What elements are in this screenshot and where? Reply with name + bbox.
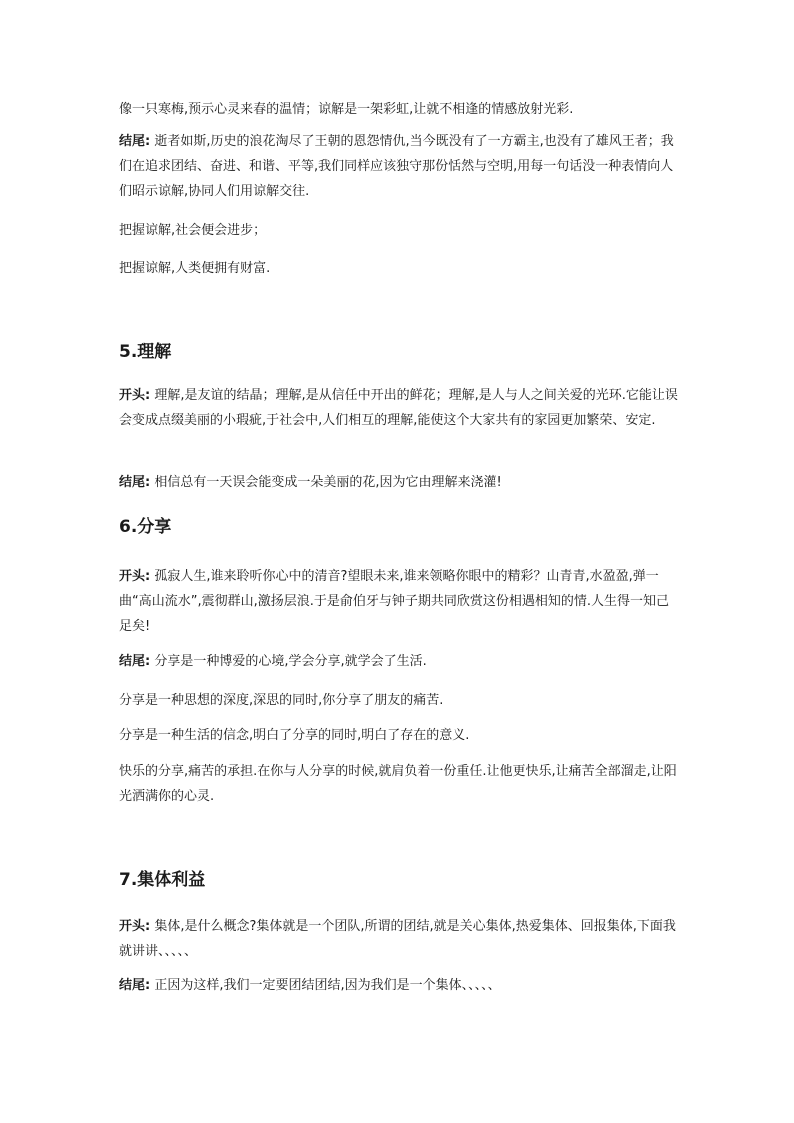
- opening-text: 集体,是什么概念?集体就是一个团队,所谓的团结,就是关心集体,热爱集体、回报集体,下面我就讲讲、、、、、: [119, 919, 676, 959]
- opening-text: 孤寂人生,谁来聆听你心中的清音?望眼未来,谁来领略你眼中的精彩？山青青,水盈盈,弹一曲“高山流水”,震彻群山,激扬层浪.于是俞伯牙与钟子期共同欣赏这份相遇相知的情.人生得一知己足矣!: [119, 569, 669, 634]
- ending-label: 结尾:: [119, 654, 151, 669]
- section5-ending-paragraph: [119, 470, 679, 495]
- opening-label: 开头:: [119, 569, 151, 584]
- section6-line-3: 分享是一种生活的信念,明白了分享的同时,明白了存在的意义.: [119, 728, 470, 743]
- ending-label: 结尾:: [119, 134, 151, 149]
- ending-text: 正因为这样,我们一定要团结团结,因为我们是一个集体、、、、、: [150, 978, 501, 993]
- section7-ending-paragraph: [119, 973, 679, 998]
- intro-ending-paragraph: [119, 129, 679, 204]
- ending-text: 相信总有一天误会能变成一朵美丽的花,因为它由理解来浇灌!: [150, 475, 502, 490]
- section6-ending-paragraph: [119, 649, 679, 674]
- section-heading-5: 5.理解: [119, 342, 172, 362]
- intro-line-3: 把握谅解,社会便会进步；: [119, 223, 267, 238]
- intro-line-4: 把握谅解,人类便拥有财富.: [119, 261, 271, 276]
- section6-opening-paragraph: [119, 564, 679, 639]
- ending-label: 结尾:: [119, 475, 151, 490]
- ending-text: 分享是一种博爱的心境,学会分享,就学会了生活.: [150, 654, 427, 669]
- section5-opening-paragraph: [119, 383, 679, 433]
- section7-opening-paragraph: [119, 914, 679, 964]
- section-heading-6: 6.分享: [119, 517, 172, 537]
- opening-label: 开头:: [119, 388, 151, 403]
- ending-label: 结尾:: [119, 978, 151, 993]
- intro-line-1: 像一只寒梅,预示心灵来春的温情；谅解是一架彩虹,让就不相逢的情感放射光彩.: [119, 102, 574, 117]
- section-heading-7: 7.集体利益: [119, 870, 206, 890]
- ending-text: 逝者如斯,历史的浪花淘尽了王朝的恩怨情仇,当今既没有了一方霸主,也没有了雄风王者；我们在追求团结、奋进、和谐、平等,我们同样应该独守那份恬然与空明,用每一句话没一种表情向人们昭示谅解,协同人们用谅解交往.: [119, 134, 674, 199]
- section6-line-4: 快乐的分享,痛苦的承担.在你与人分享的时候,就肩负着一份重任.让他更快乐,让痛苦全部溜走,让阳光洒满你的心灵.: [119, 764, 677, 804]
- section6-line-2: 分享是一种思想的深度,深思的同时,你分享了朋友的痛苦.: [119, 693, 444, 708]
- opening-text: 理解,是友谊的结晶；理解,是从信任中开出的鲜花；理解,是人与人之间关爱的光环.它能让误会变成点缀美丽的小瑕疵,于社会中,人们相互的理解,能使这个大家共有的家园更加繁荣、安定.: [119, 388, 678, 428]
- opening-label: 开头:: [119, 919, 151, 934]
